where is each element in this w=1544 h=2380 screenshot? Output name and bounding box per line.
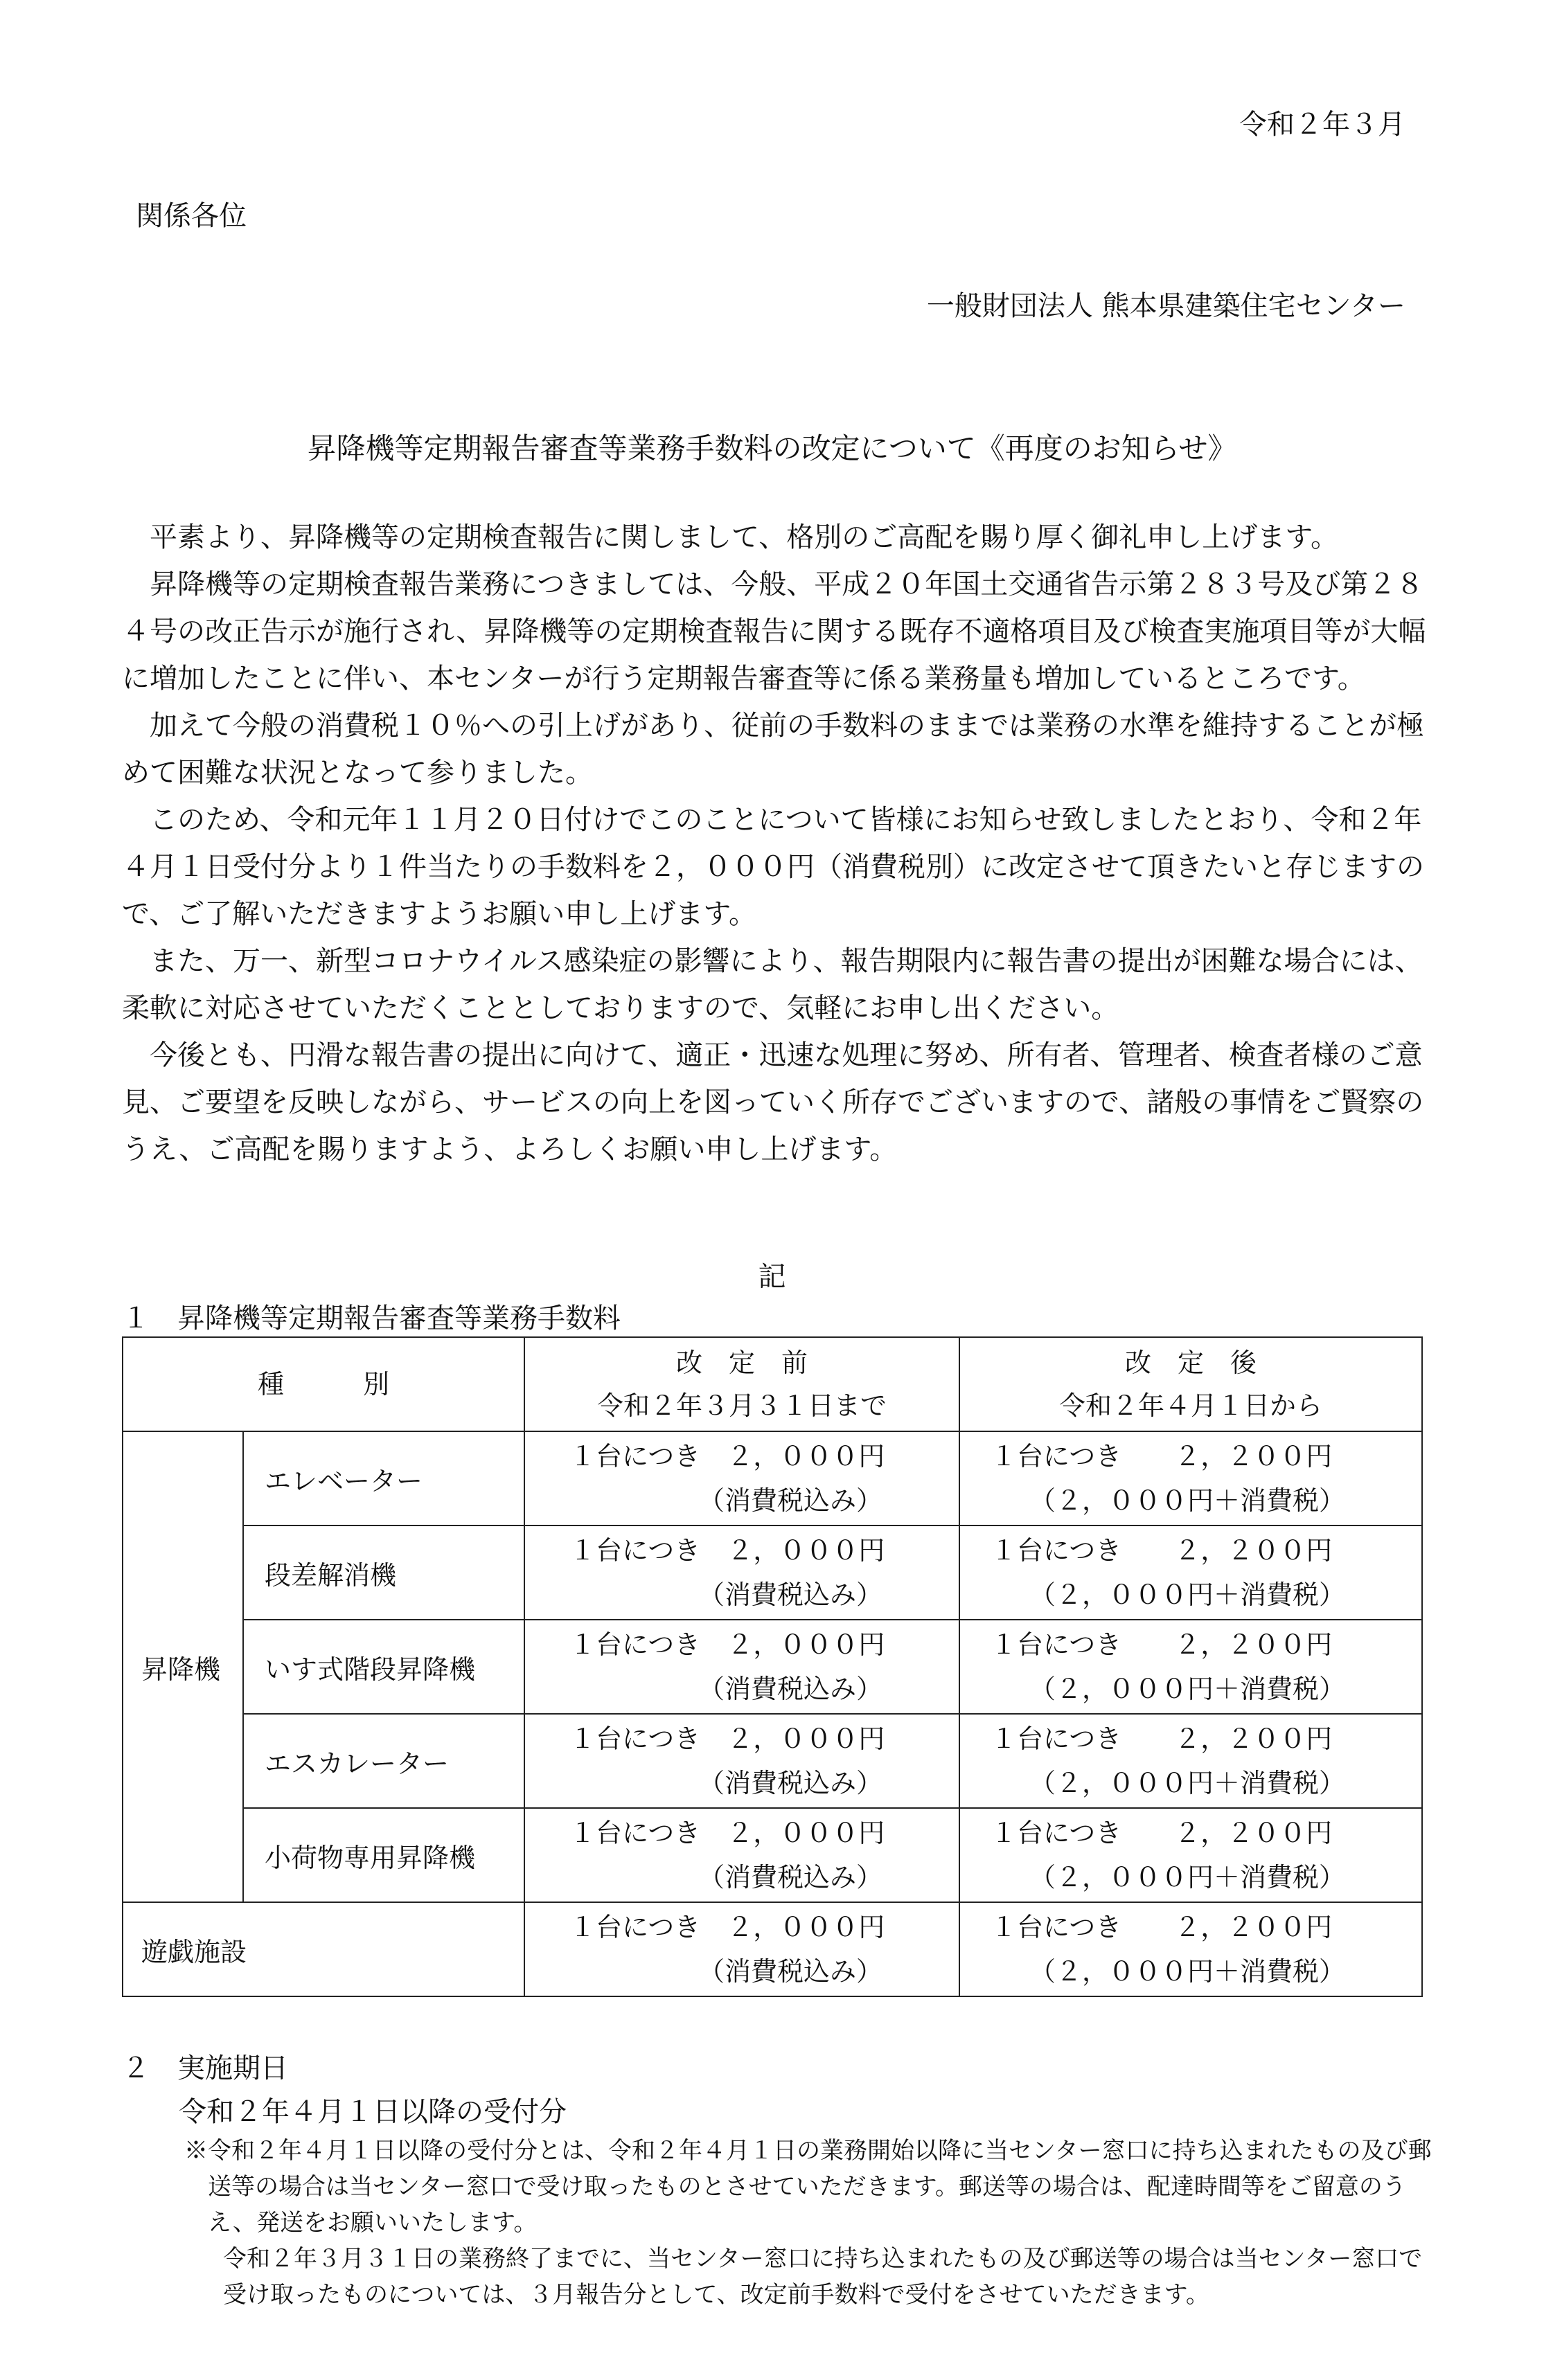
fee-after-note: （２，０００円＋消費税） xyxy=(1029,1485,1346,1516)
addressee: 関係各位 xyxy=(136,200,247,232)
table-row xyxy=(123,1525,1422,1620)
note-paragraph: 令和２年３月３１日の業務終了までに、当センター窓口に持ち込まれたもの及び郵送等の場合は当センター窓口で受け取ったものについては、３月報告分として、改定前手数料で受付をさせていただきます。 xyxy=(223,2245,1423,2309)
note-paragraph: ※令和２年４月１日以降の受付分とは、令和２年４月１日の業務開始以降に当センター窓口に持ち込まれたもの及び郵送等の場合は当センター窓口で受け取ったものとさせていただきます。郵送等の場合は、配達時間等をご留意のうえ、発送をお願いいたします。 xyxy=(184,2137,1432,2237)
body-text xyxy=(122,514,1438,1173)
fee-after-amount: １台につき ２，２００円 xyxy=(991,1629,1333,1660)
fee-after xyxy=(959,1525,1422,1620)
fee-before-amount: １台につき ２，０００円 xyxy=(569,1724,885,1754)
table-row xyxy=(123,1714,1422,1808)
fee-before-note: （消費税込み） xyxy=(698,1485,883,1516)
document-date: 令和２年３月 xyxy=(1239,109,1405,141)
fee-before xyxy=(524,1714,959,1808)
fee-after-note: （２，０００円＋消費税） xyxy=(1029,1674,1346,1704)
row-name: エスカレーター xyxy=(243,1714,524,1808)
header-before xyxy=(524,1337,959,1431)
paragraph: 平素より、昇降機等の定期検査報告に関しまして、格別のご高配を賜り厚く御礼申し上げます。 xyxy=(150,521,1338,553)
header-after-title: 改 定 後 xyxy=(1125,1348,1257,1378)
fee-before-amount: １台につき ２，０００円 xyxy=(569,1441,885,1471)
fee-before-amount: １台につき ２，０００円 xyxy=(569,1535,885,1566)
paragraph: 今後とも、円滑な報告書の提出に向けて、適正・迅速な処理に努め、所有者、管理者、検査者様のご意見、ご要望を反映しながら、サービスの向上を図っていく所存でございますので、諸般の事情をご賢察のうえ、ご高配を賜りますよう、よろしくお願い申し上げます。 xyxy=(122,1039,1424,1165)
fee-before xyxy=(524,1525,959,1620)
section-2-heading: ２ 実施期日 xyxy=(122,2052,288,2084)
fee-before xyxy=(524,1620,959,1714)
section-2-note xyxy=(184,2133,1438,2313)
paragraph: 加えて今般の消費税１０％への引上げがあり、従前の手数料のままでは業務の水準を維持することが極めて困難な状況となって参りました。 xyxy=(122,710,1424,789)
row-name: エレベーター xyxy=(243,1431,524,1525)
header-before-title: 改 定 前 xyxy=(676,1348,808,1378)
fee-before xyxy=(524,1902,959,1996)
fee-after-note: （２，０００円＋消費税） xyxy=(1029,1768,1346,1798)
table-row xyxy=(123,1808,1422,1902)
fee-table xyxy=(122,1336,1423,1997)
header-before-date: 令和２年３月３１日まで xyxy=(597,1390,887,1421)
table-row xyxy=(123,1902,1422,1996)
document-title: 昇降機等定期報告審査等業務手数料の改定について《再度のお知らせ》 xyxy=(307,431,1237,465)
fee-after-amount: １台につき ２，２００円 xyxy=(991,1912,1333,1942)
group-label: 昇降機 xyxy=(123,1431,243,1902)
fee-before-amount: １台につき ２，０００円 xyxy=(569,1818,885,1848)
fee-before xyxy=(524,1808,959,1902)
row-name: いす式階段昇降機 xyxy=(243,1620,524,1714)
paragraph: 昇降機等の定期検査報告業務につきましては、今般、平成２０年国土交通省告示第２８３号及び第２８４号の改正告示が施行され、昇降機等の定期検査報告に関する既存不適格項目及び検査実施項目等が大幅に増加したことに伴い、本センターが行う定期報告審査等に係る業務量も増加しているところです。 xyxy=(122,569,1426,695)
fee-before-amount: １台につき ２，０００円 xyxy=(569,1629,885,1660)
fee-before-note: （消費税込み） xyxy=(698,1768,883,1798)
fee-after-note: （２，０００円＋消費税） xyxy=(1029,1956,1346,1987)
fee-after xyxy=(959,1714,1422,1808)
fee-after-amount: １台につき ２，２００円 xyxy=(991,1535,1333,1566)
fee-after xyxy=(959,1620,1422,1714)
row-name: 小荷物専用昇降機 xyxy=(243,1808,524,1902)
row-name: 遊戯施設 xyxy=(123,1902,524,1996)
fee-after-note: （２，０００円＋消費税） xyxy=(1029,1580,1346,1610)
fee-after xyxy=(959,1808,1422,1902)
sender-organization: 一般財団法人 熊本県建築住宅センター xyxy=(926,290,1405,322)
table-row xyxy=(123,1431,1422,1525)
table-row xyxy=(123,1620,1422,1714)
fee-before-amount: １台につき ２，０００円 xyxy=(569,1912,885,1942)
header-type: 種 別 xyxy=(123,1337,524,1431)
fee-before-note: （消費税込み） xyxy=(698,1956,883,1987)
header-after xyxy=(959,1337,1422,1431)
fee-before-note: （消費税込み） xyxy=(698,1580,883,1610)
fee-before xyxy=(524,1431,959,1525)
fee-after-amount: １台につき ２，２００円 xyxy=(991,1818,1333,1848)
paragraph: このため、令和元年１１月２０日付けでこのことについて皆様にお知らせ致しましたとおり、令和２年４月１日受付分より１件当たりの手数料を２，０００円（消費税別）に改定させて頂きたいと存じますので、ご了解いただきますようお願い申し上げます。 xyxy=(122,804,1424,930)
section-2-value: 令和２年４月１日以降の受付分 xyxy=(179,2096,567,2128)
row-name: 段差解消機 xyxy=(243,1525,524,1620)
paragraph: また、万一、新型コロナウイルス感染症の影響により、報告期限内に報告書の提出が困難な場合には、柔軟に対応させていただくこととしておりますので、気軽にお申し出ください。 xyxy=(122,945,1423,1024)
fee-after-amount: １台につき ２，２００円 xyxy=(991,1724,1333,1754)
header-after-date: 令和２年４月１日から xyxy=(1059,1390,1323,1421)
fee-after xyxy=(959,1902,1422,1996)
fee-after-note: （２，０００円＋消費税） xyxy=(1029,1862,1346,1893)
table-header-row xyxy=(123,1337,1422,1431)
fee-after-amount: １台につき ２，２００円 xyxy=(991,1441,1333,1471)
section-1-heading: １ 昇降機等定期報告審査等業務手数料 xyxy=(122,1303,621,1334)
fee-before-note: （消費税込み） xyxy=(698,1674,883,1704)
fee-before-note: （消費税込み） xyxy=(698,1862,883,1893)
ki-heading: 記 xyxy=(758,1261,786,1293)
fee-after xyxy=(959,1431,1422,1525)
